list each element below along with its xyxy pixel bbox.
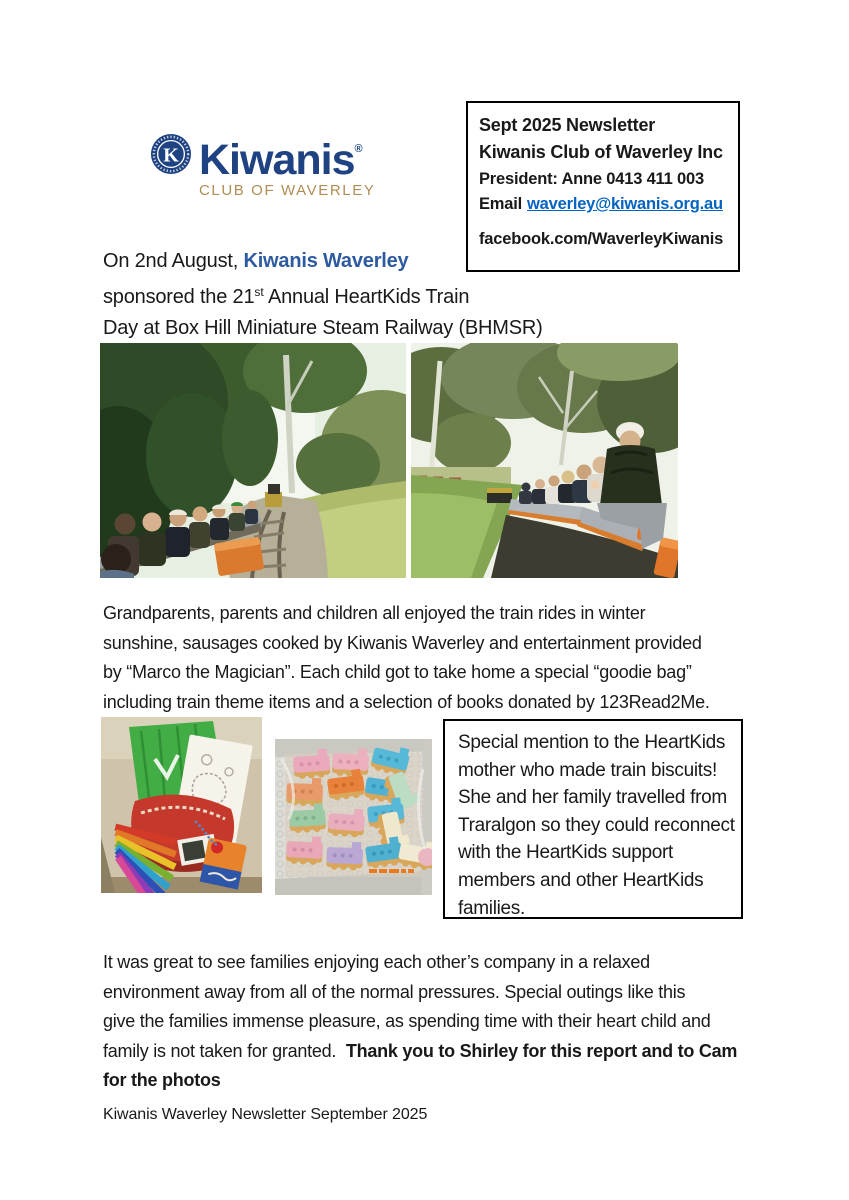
photo-goodie-bag — [101, 717, 262, 893]
club-of-waverley-subtitle: CLUB OF WAVERLEY — [199, 182, 376, 199]
paragraph-train-day — [103, 599, 710, 717]
paragraph2-line: give the families immense pleasure, as spending time with their heart child and — [103, 1011, 711, 1031]
special-box-line: with the HeartKids support — [458, 842, 674, 864]
paragraph1-line: by “Marco the Magician”. Each child got to take home a special “goodie bag” — [103, 662, 692, 682]
ordinal-superscript: st — [254, 285, 264, 299]
special-box-line: members and other HeartKids — [458, 869, 704, 891]
special-box-line: Traralgon so they could reconnect — [458, 814, 735, 836]
intro-line2-pre: sponsored the 21 — [103, 286, 255, 308]
photo-train-ride-riders — [411, 343, 678, 578]
email-link[interactable]: waverley@kiwanis.org.au — [527, 195, 723, 213]
paragraph2-regular: family is not taken for granted. — [103, 1040, 341, 1061]
kiwanis-seal-icon — [150, 133, 192, 175]
intro-line-3: Day at Box Hill Miniature Steam Railway (BHMSR) — [103, 317, 543, 339]
intro-line-1 — [103, 246, 543, 277]
kiwanis-wordmark — [199, 127, 375, 182]
intro-prefix: On 2nd August, — [103, 250, 244, 272]
club-name: Kiwanis Club of Waverley Inc — [479, 142, 723, 162]
wordmark-text: Kiwanis — [199, 136, 355, 184]
president-line: President: Anne 0413 411 003 — [479, 170, 704, 188]
thanks-bold-text: for the photos — [103, 1070, 221, 1090]
intro-line-2 — [103, 277, 543, 313]
email-line — [479, 192, 730, 217]
paragraph2-line — [103, 1037, 737, 1067]
newsletter-title: Sept 2025 Newsletter — [479, 115, 656, 135]
intro-text — [103, 246, 543, 344]
special-box-line: She and her family travelled from — [458, 787, 727, 809]
paragraph1-line: including train theme items and a selection of books donated by 123Read2Me. — [103, 691, 710, 712]
seal-letter: K — [163, 144, 179, 167]
paragraph-families — [103, 948, 737, 1096]
page-footer: Kiwanis Waverley Newsletter September 2025 — [103, 1106, 428, 1123]
paragraph1-line: sunshine, sausages cooked by Kiwanis Waverley and entertainment provided — [103, 632, 702, 653]
special-box-line: mother who made train biscuits! — [458, 759, 717, 781]
paragraph2-line: environment away from all of the normal pressures. Special outings like this — [103, 981, 686, 1002]
photo-train-ride-track — [100, 343, 406, 578]
kiwanis-logo — [150, 127, 375, 199]
email-label: Email — [479, 195, 523, 213]
intro-line2-post: Annual HeartKids Train — [263, 286, 470, 308]
special-box-line: families. — [458, 897, 525, 919]
thanks-bold-text: Thank you to Shirley for this report and to Cam — [345, 1040, 738, 1061]
trademark-symbol: ® — [354, 143, 363, 155]
logo-text — [199, 127, 375, 199]
facebook-line: facebook.com/WaverleyKiwanis — [479, 230, 724, 248]
photo-train-biscuits — [275, 739, 432, 895]
paragraph2-line: It was great to see families enjoying each other’s company in a relaxed — [103, 952, 650, 972]
special-mention-box — [443, 719, 743, 919]
special-box-line: Special mention to the HeartKids — [458, 732, 726, 753]
kiwanis-waverley-highlight: Kiwanis Waverley — [243, 250, 409, 272]
paragraph1-line: Grandparents, parents and children all enjoyed the train rides in winter — [103, 603, 646, 623]
